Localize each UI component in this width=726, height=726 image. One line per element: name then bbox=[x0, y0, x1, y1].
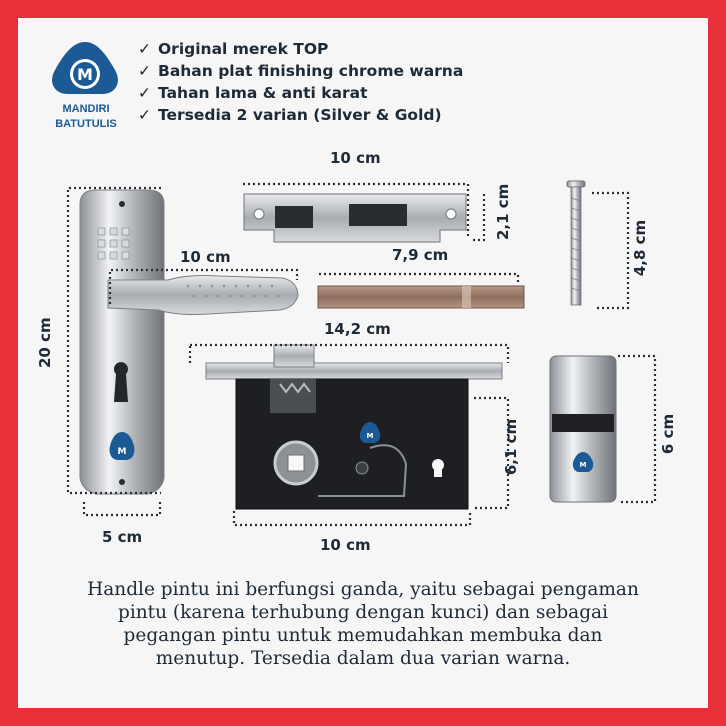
feature-item: ✓ Tahan lama & anti karat bbox=[138, 84, 368, 102]
description-line: menutup. Tersedia dalam dua varian warna. bbox=[155, 648, 571, 669]
dimension-label: 14,2 cm bbox=[324, 320, 391, 338]
description-line: pegangan pintu untuk memudahkan membuka dan bbox=[123, 625, 603, 646]
handle-plate bbox=[80, 190, 164, 494]
dimension-label: 20 cm bbox=[36, 317, 54, 368]
spindle bbox=[318, 286, 524, 308]
key-cylinder bbox=[550, 356, 616, 502]
handle-lever bbox=[108, 276, 298, 315]
dimension-label: 6,1 cm bbox=[502, 418, 520, 476]
dimension-label: 10 cm bbox=[320, 536, 371, 554]
dimension-label: 4,8 cm bbox=[631, 219, 649, 277]
dimension-label: 7,9 cm bbox=[392, 246, 449, 264]
product-illustration bbox=[18, 18, 708, 578]
svg-text:M: M bbox=[579, 461, 587, 469]
check-icon: ✓ bbox=[138, 84, 151, 102]
dimension-label: 2,1 cm bbox=[494, 183, 512, 240]
product-description bbox=[38, 578, 688, 670]
dimension-label: 6 cm bbox=[659, 413, 677, 455]
check-icon: ✓ bbox=[138, 62, 151, 80]
brand-line-1: MANDIRI bbox=[62, 103, 110, 115]
brand-line-2: BATUTULIS bbox=[55, 118, 117, 130]
dimension-label: 10 cm bbox=[330, 149, 381, 167]
svg-text:M: M bbox=[366, 432, 374, 440]
description-line: Handle pintu ini berfungsi ganda, yaitu sebagai pengaman bbox=[87, 579, 639, 600]
svg-text:M: M bbox=[77, 65, 93, 84]
dimension-label: 5 cm bbox=[102, 528, 143, 546]
check-icon: ✓ bbox=[138, 106, 151, 124]
feature-item: ✓ Tersedia 2 varian (Silver & Gold) bbox=[138, 106, 442, 124]
screw bbox=[567, 181, 585, 305]
feature-item: ✓ Original merek TOP bbox=[138, 40, 329, 58]
product-card bbox=[18, 18, 708, 708]
svg-text:M: M bbox=[117, 447, 127, 457]
feature-item: ✓ Bahan plat finishing chrome warna bbox=[138, 62, 464, 80]
mortise-lock bbox=[206, 345, 502, 509]
check-icon: ✓ bbox=[138, 40, 151, 58]
description-line: pintu (karena terhubung dengan kunci) dan sebagai bbox=[118, 602, 608, 623]
strike-plate bbox=[244, 194, 466, 242]
dimension-label: 10 cm bbox=[180, 248, 231, 266]
